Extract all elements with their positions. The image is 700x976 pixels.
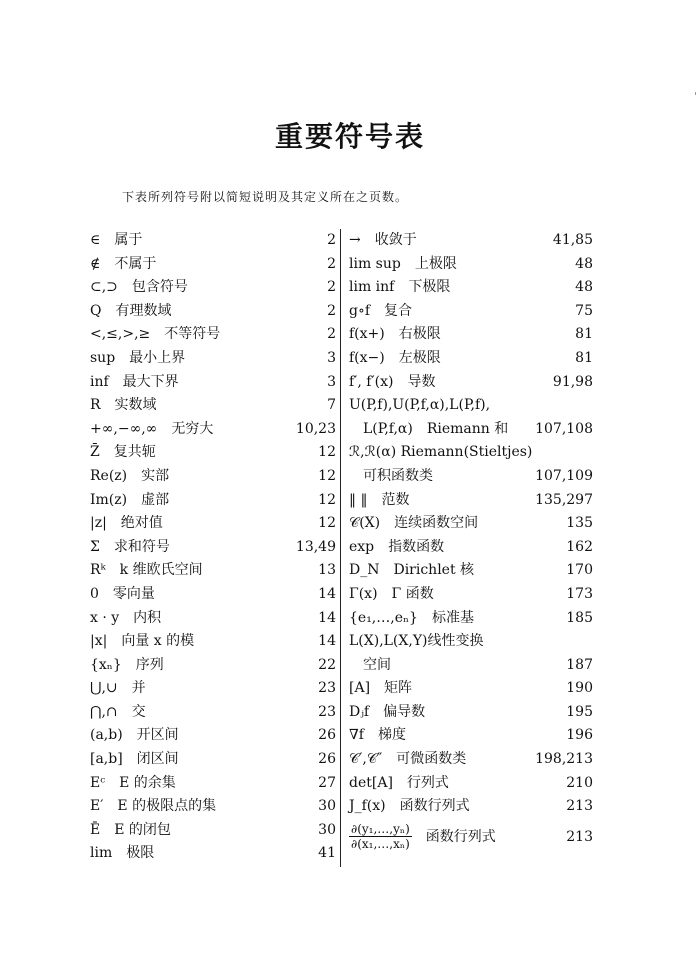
symbol-row bbox=[90, 724, 336, 748]
column-divider bbox=[340, 229, 341, 867]
jacobian-denominator: ∂(x₁,…,xₙ) bbox=[351, 837, 410, 852]
symbol-term: [a,b] 闭区间 bbox=[90, 751, 179, 768]
symbol-page: 198,213 bbox=[535, 751, 593, 768]
symbol-page: 14 bbox=[318, 633, 336, 650]
symbol-page: 2 bbox=[327, 232, 336, 248]
symbol-page: 2 bbox=[327, 279, 336, 296]
symbol-row bbox=[349, 559, 593, 583]
symbol-row bbox=[349, 394, 593, 418]
symbol-term: 0 零向量 bbox=[90, 585, 155, 602]
symbol-page: 81 bbox=[575, 326, 593, 343]
symbol-row bbox=[90, 842, 336, 866]
symbol-page: 213 bbox=[566, 828, 593, 845]
symbol-term: inf 最大下界 bbox=[90, 373, 179, 390]
symbol-page: 3 bbox=[327, 349, 336, 366]
symbol-page: 190 bbox=[566, 680, 593, 697]
symbol-list-right bbox=[349, 229, 593, 855]
symbol-page: 162 bbox=[566, 538, 593, 555]
symbol-page: 13 bbox=[318, 562, 336, 579]
symbol-page: 12 bbox=[318, 515, 336, 532]
symbol-page: 187 bbox=[566, 656, 593, 673]
symbol-row bbox=[349, 772, 593, 796]
symbol-row bbox=[349, 229, 593, 253]
symbol-page: 196 bbox=[566, 727, 593, 744]
symbol-page: 2 bbox=[327, 302, 336, 319]
page-title: 重要符号表 bbox=[274, 120, 425, 153]
symbol-page: 12 bbox=[318, 467, 336, 484]
symbol-row bbox=[90, 276, 336, 300]
symbol-term: [A] 矩阵 bbox=[349, 680, 413, 697]
symbol-page: 7 bbox=[327, 397, 336, 414]
symbol-row bbox=[90, 701, 336, 725]
symbol-term: Dⱼf 偏导数 bbox=[349, 703, 426, 720]
symbol-page: 30 bbox=[318, 798, 336, 815]
symbol-term: |z| 绝对值 bbox=[90, 515, 163, 532]
symbol-term: 𝒞′,𝒞″ 可微函数类 bbox=[349, 751, 467, 768]
symbol-row bbox=[90, 583, 336, 607]
symbol-row bbox=[90, 371, 336, 395]
symbol-term: Rᵏ k 维欧氏空间 bbox=[90, 562, 203, 579]
symbol-term: Ē E 的闭包 bbox=[90, 821, 171, 838]
symbol-term: Eᶜ E 的余集 bbox=[90, 774, 176, 791]
symbol-row bbox=[349, 701, 593, 725]
symbol-term: R 实数域 bbox=[90, 397, 157, 414]
symbol-term: lim 极限 bbox=[90, 845, 155, 862]
symbol-row bbox=[349, 654, 593, 678]
symbol-term: D_N Dirichlet 核 bbox=[349, 562, 475, 579]
symbol-row bbox=[349, 583, 593, 607]
symbol-term: det[A] 行列式 bbox=[349, 774, 449, 791]
symbol-term: ‖ ‖ 范数 bbox=[349, 491, 410, 508]
symbol-row bbox=[349, 607, 593, 631]
symbol-term: Re(z) 实部 bbox=[90, 467, 170, 484]
symbol-page: 12 bbox=[318, 491, 336, 508]
symbol-term: Z̄ 复共轭 bbox=[90, 444, 156, 461]
symbol-row bbox=[90, 441, 336, 465]
symbol-row bbox=[90, 253, 336, 277]
symbol-term: (a,b) 开区间 bbox=[90, 727, 179, 744]
symbol-row bbox=[349, 276, 593, 300]
symbol-term: exp 指数函数 bbox=[349, 538, 445, 555]
symbol-term: 𝒞(X) 连续函数空间 bbox=[349, 515, 479, 532]
symbol-page: 26 bbox=[318, 727, 336, 744]
symbol-page: 48 bbox=[575, 255, 593, 272]
symbol-term: 空间 bbox=[349, 656, 391, 673]
symbol-page: 27 bbox=[318, 774, 336, 791]
symbol-term: f(x+) 右极限 bbox=[349, 326, 441, 343]
symbol-term: x · y 内积 bbox=[90, 609, 162, 626]
symbol-page: 41 bbox=[318, 845, 336, 862]
symbol-term: Σ 求和符号 bbox=[90, 538, 170, 555]
symbol-term: ⋂,∩ 交 bbox=[90, 703, 146, 720]
symbol-row bbox=[349, 418, 593, 442]
symbol-page: 23 bbox=[318, 680, 336, 697]
symbol-term: Γ(x) Γ 函数 bbox=[349, 585, 434, 602]
symbol-row bbox=[349, 677, 593, 701]
symbol-row bbox=[90, 559, 336, 583]
symbol-row bbox=[90, 536, 336, 560]
jacobian-numerator: ∂(y₁,…,yₙ) bbox=[351, 822, 410, 837]
symbol-row bbox=[349, 536, 593, 560]
symbol-page: 170 bbox=[566, 562, 593, 579]
symbol-row bbox=[90, 654, 336, 678]
symbol-page: 14 bbox=[318, 609, 336, 626]
symbol-row bbox=[90, 418, 336, 442]
symbol-term: E′ E 的极限点的集 bbox=[90, 798, 217, 815]
symbol-term: ℛ,ℛ(α) Riemann(Stieltjes) bbox=[349, 444, 533, 461]
symbol-term: |x| 向量 x 的模 bbox=[90, 633, 195, 650]
symbol-row bbox=[349, 630, 593, 654]
symbol-term: L(P,f,α) Riemann 和 bbox=[349, 420, 509, 437]
symbol-row bbox=[90, 323, 336, 347]
symbol-term: U(P,f),U(P,f,α),L(P,f), bbox=[349, 397, 491, 414]
symbol-term: ∇f 梯度 bbox=[349, 727, 406, 744]
symbol-term: {e₁,…,eₙ} 标准基 bbox=[349, 609, 474, 626]
symbol-term: <,≤,>,≥ 不等符号 bbox=[90, 326, 221, 343]
symbol-term: {xₙ} 序列 bbox=[90, 656, 164, 673]
symbol-row bbox=[349, 253, 593, 277]
symbol-row-jacobian bbox=[349, 819, 593, 855]
symbol-page: 13,49 bbox=[295, 538, 336, 555]
symbol-row bbox=[349, 300, 593, 324]
symbol-page: 75 bbox=[575, 302, 593, 319]
symbol-term: ∉ 不属于 bbox=[90, 255, 157, 272]
symbol-term: lim inf 下极限 bbox=[349, 279, 451, 296]
symbol-page: 213 bbox=[566, 798, 593, 815]
symbol-term: Im(z) 虚部 bbox=[90, 491, 170, 508]
symbol-page: 107,109 bbox=[535, 467, 593, 484]
symbol-page: 195 bbox=[566, 703, 593, 720]
symbol-term: f′, f′(x) 导数 bbox=[349, 373, 436, 390]
symbol-list-left bbox=[90, 229, 336, 866]
symbol-row bbox=[349, 724, 593, 748]
symbol-term: ⋃,∪ 并 bbox=[90, 680, 146, 697]
symbol-page: 2 bbox=[327, 255, 336, 272]
symbol-term: J_f(x) 函数行列式 bbox=[349, 798, 470, 815]
symbol-term: f(x−) 左极限 bbox=[349, 349, 441, 366]
symbol-row bbox=[90, 795, 336, 819]
symbol-row bbox=[90, 630, 336, 654]
symbol-row bbox=[349, 371, 593, 395]
symbol-term: → 收敛于 bbox=[349, 232, 417, 248]
symbol-row bbox=[90, 772, 336, 796]
symbol-page: 2 bbox=[327, 326, 336, 343]
symbol-page: 107,108 bbox=[535, 420, 593, 437]
intro-text: 下表所列符号附以简短说明及其定义所在之页数。 bbox=[122, 190, 409, 204]
symbol-page: 185 bbox=[566, 609, 593, 626]
symbol-row bbox=[90, 229, 336, 253]
symbol-row bbox=[349, 323, 593, 347]
symbol-row bbox=[90, 489, 336, 513]
symbol-row bbox=[349, 489, 593, 513]
symbol-row bbox=[349, 347, 593, 371]
symbol-term: ∈ 属于 bbox=[90, 232, 143, 248]
symbol-page: 26 bbox=[318, 751, 336, 768]
symbol-row bbox=[90, 748, 336, 772]
symbol-page: 173 bbox=[566, 585, 593, 602]
jacobian-label: 函数行列式 bbox=[425, 828, 496, 845]
symbol-page: 3 bbox=[327, 373, 336, 390]
symbol-term: lim sup 上极限 bbox=[349, 255, 457, 272]
symbol-term: +∞,−∞,∞ 无穷大 bbox=[90, 420, 214, 437]
symbol-row bbox=[349, 795, 593, 819]
symbol-page: 81 bbox=[575, 349, 593, 366]
symbol-row bbox=[90, 465, 336, 489]
symbol-term: g∘f 复合 bbox=[349, 302, 413, 319]
symbol-term: 可积函数类 bbox=[349, 467, 433, 484]
symbol-page: 12 bbox=[318, 444, 336, 461]
symbol-page: 10,23 bbox=[295, 420, 336, 437]
symbol-row bbox=[349, 465, 593, 489]
symbol-page: 48 bbox=[575, 279, 593, 296]
symbol-page: 23 bbox=[318, 703, 336, 720]
symbol-row bbox=[90, 512, 336, 536]
symbol-term: L(X),L(X,Y)线性变换 bbox=[349, 633, 484, 650]
scan-mark bbox=[695, 92, 696, 95]
symbol-page: 135 bbox=[566, 515, 593, 532]
symbol-row bbox=[349, 512, 593, 536]
symbol-term: sup 最小上界 bbox=[90, 349, 186, 366]
symbol-page: 135,297 bbox=[535, 491, 593, 508]
symbol-row bbox=[90, 677, 336, 701]
symbol-page: 210 bbox=[566, 774, 593, 791]
symbol-term: Q 有理数域 bbox=[90, 302, 172, 319]
symbol-page: 91,98 bbox=[552, 373, 593, 390]
symbol-page: 41,85 bbox=[552, 232, 593, 248]
symbol-row bbox=[349, 441, 593, 465]
symbol-row bbox=[90, 394, 336, 418]
symbol-row bbox=[90, 347, 336, 371]
symbol-row bbox=[90, 607, 336, 631]
symbol-page: 30 bbox=[318, 821, 336, 838]
symbol-term: ⊂,⊃ 包含符号 bbox=[90, 279, 188, 296]
jacobian-fraction bbox=[349, 822, 412, 851]
symbol-page: 14 bbox=[318, 585, 336, 602]
symbol-row bbox=[90, 819, 336, 843]
symbol-page: 22 bbox=[318, 656, 336, 673]
symbol-term bbox=[349, 819, 496, 855]
symbol-row bbox=[349, 748, 593, 772]
symbol-row bbox=[90, 300, 336, 324]
